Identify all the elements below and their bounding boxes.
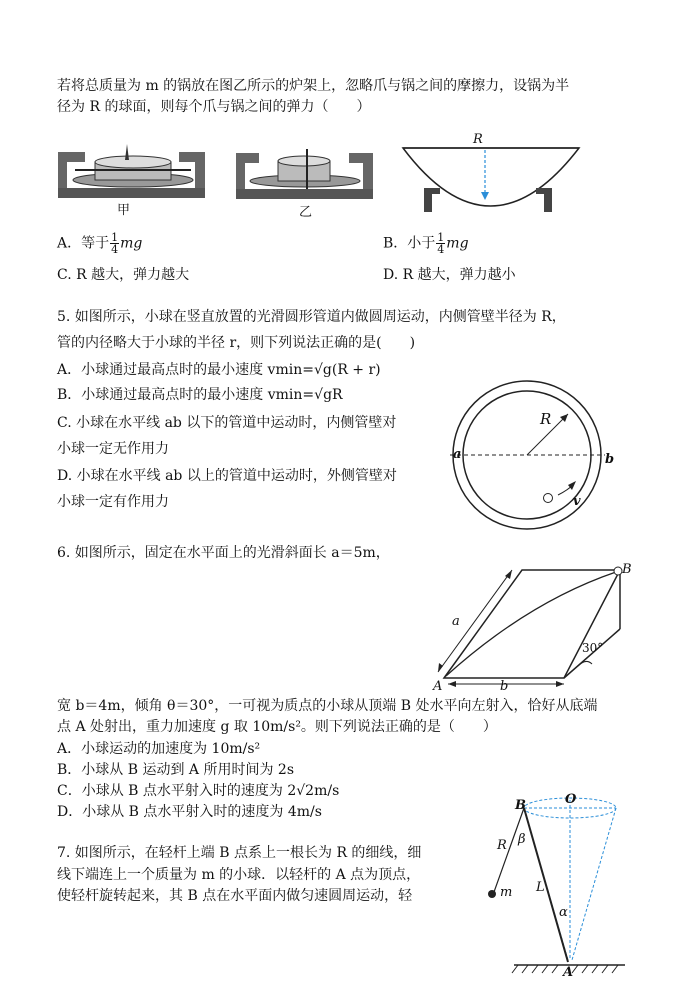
- q5-R-label: R: [540, 410, 552, 428]
- q5-option-b[interactable]: B．小球通过最高点时的最小速度 vmin=√gR: [57, 387, 343, 403]
- q6-option-b[interactable]: B．小球从 B 运动到 A 所用时间为 2s: [57, 762, 295, 778]
- q5-v-label: v: [573, 494, 581, 509]
- q6-B-label: B: [622, 562, 632, 577]
- q7-O-label: O: [565, 792, 577, 807]
- q7-A-label: A: [563, 965, 574, 980]
- q6-angle-label: 30°: [582, 641, 604, 655]
- q6-A-label: A: [433, 679, 443, 694]
- q6-option-c[interactable]: C．小球从 B 点水平射入时的速度为 2√2m/s: [57, 783, 340, 799]
- q7-beta-label: β: [518, 832, 526, 847]
- q6-line3: 点 A 处射出，重力加速度 g 取 10m/s²。则下列说法正确的是（ ）: [57, 719, 497, 735]
- frac-den: 4: [111, 243, 119, 256]
- q6-line2: 宽 b＝4m，倾角 θ＝30°，一可视为质点的小球从顶端 B 处水平向左射入，恰好从底端: [57, 698, 598, 714]
- q7-line2: 线下端连上一个质量为 m 的小球．以轻杆的 A 点为顶点，: [57, 867, 421, 883]
- q6-line1: 6. 如图所示，固定在水平面上的光滑斜面长 a＝5m，: [57, 545, 390, 561]
- q6-a-label: a: [452, 614, 460, 629]
- frac-num: 1: [111, 231, 119, 244]
- q4-option-b[interactable]: [383, 232, 469, 255]
- bowl-figure: [398, 128, 588, 220]
- q4-option-b-prefix: B．小于: [383, 235, 436, 252]
- frac-num: 1: [437, 231, 445, 244]
- q5-option-c-line2: 小球一定无作用力: [57, 441, 169, 457]
- fraction: [436, 232, 445, 255]
- q4-option-b-suffix: mg: [446, 235, 469, 252]
- q5-option-d-line1[interactable]: D. 小球在水平线 ab 以上的管道中运动时，外侧管壁对: [57, 468, 397, 484]
- q7-m-label: m: [500, 885, 513, 900]
- q5-a-label: a: [453, 447, 462, 462]
- frac-den: 4: [437, 243, 445, 256]
- q5-line2: 管的内径略大于小球的半径 r，则下列说法正确的是( ): [57, 335, 416, 351]
- q4-option-d[interactable]: D. R 越大，弹力越小: [383, 267, 516, 283]
- circular-tube-figure: [450, 370, 620, 540]
- q7-L-label: L: [536, 880, 545, 895]
- q7-line1: 7. 如图所示，在轻杆上端 B 点系上一根长为 R 的细线，细: [57, 845, 422, 861]
- q4-option-a-prefix: A．等于: [57, 235, 110, 252]
- fraction: [110, 232, 119, 255]
- q6-option-a[interactable]: A．小球运动的加速度为 10m/s²: [57, 741, 261, 757]
- fig-yi-label: 乙: [299, 205, 313, 220]
- q4-line1: 若将总质量为 m 的锅放在图乙所示的炉架上，忽略爪与锅之间的摩擦力，设锅为半: [57, 78, 570, 94]
- stove-figure-jia: [55, 140, 215, 220]
- fig-jia-label: 甲: [117, 203, 131, 218]
- q7-alpha-label: α: [559, 905, 568, 920]
- q7-B-label: B: [515, 798, 526, 813]
- q5-option-d-line2: 小球一定有作用力: [57, 494, 169, 510]
- q4-line2: 径为 R 的球面，则每个爪与锅之间的弹力（ ）: [57, 99, 371, 115]
- q5-b-label: b: [605, 452, 615, 467]
- q4-option-c[interactable]: C. R 越大，弹力越大: [57, 267, 190, 283]
- q4-option-a-suffix: mg: [120, 235, 143, 252]
- q5-option-a[interactable]: A．小球通过最高点时的最小速度 vmin=√g(R + r): [57, 362, 381, 378]
- q5-line1: 5. 如图所示，小球在竖直放置的光滑圆形管道内做圆周运动，内侧管壁半径为 R，: [57, 309, 566, 325]
- bowl-R-label: R: [473, 132, 483, 147]
- q7-R-label: R: [497, 838, 507, 853]
- q6-b-label: b: [500, 679, 509, 694]
- q4-option-a[interactable]: [57, 232, 142, 255]
- q7-line3: 使轻杆旋转起来，其 B 点在水平面内做匀速圆周运动，轻: [57, 888, 413, 904]
- q6-option-d[interactable]: D．小球从 B 点水平射入时的速度为 4m/s: [57, 804, 322, 820]
- q5-option-c-line1[interactable]: C. 小球在水平线 ab 以下的管道中运动时，内侧管壁对: [57, 415, 397, 431]
